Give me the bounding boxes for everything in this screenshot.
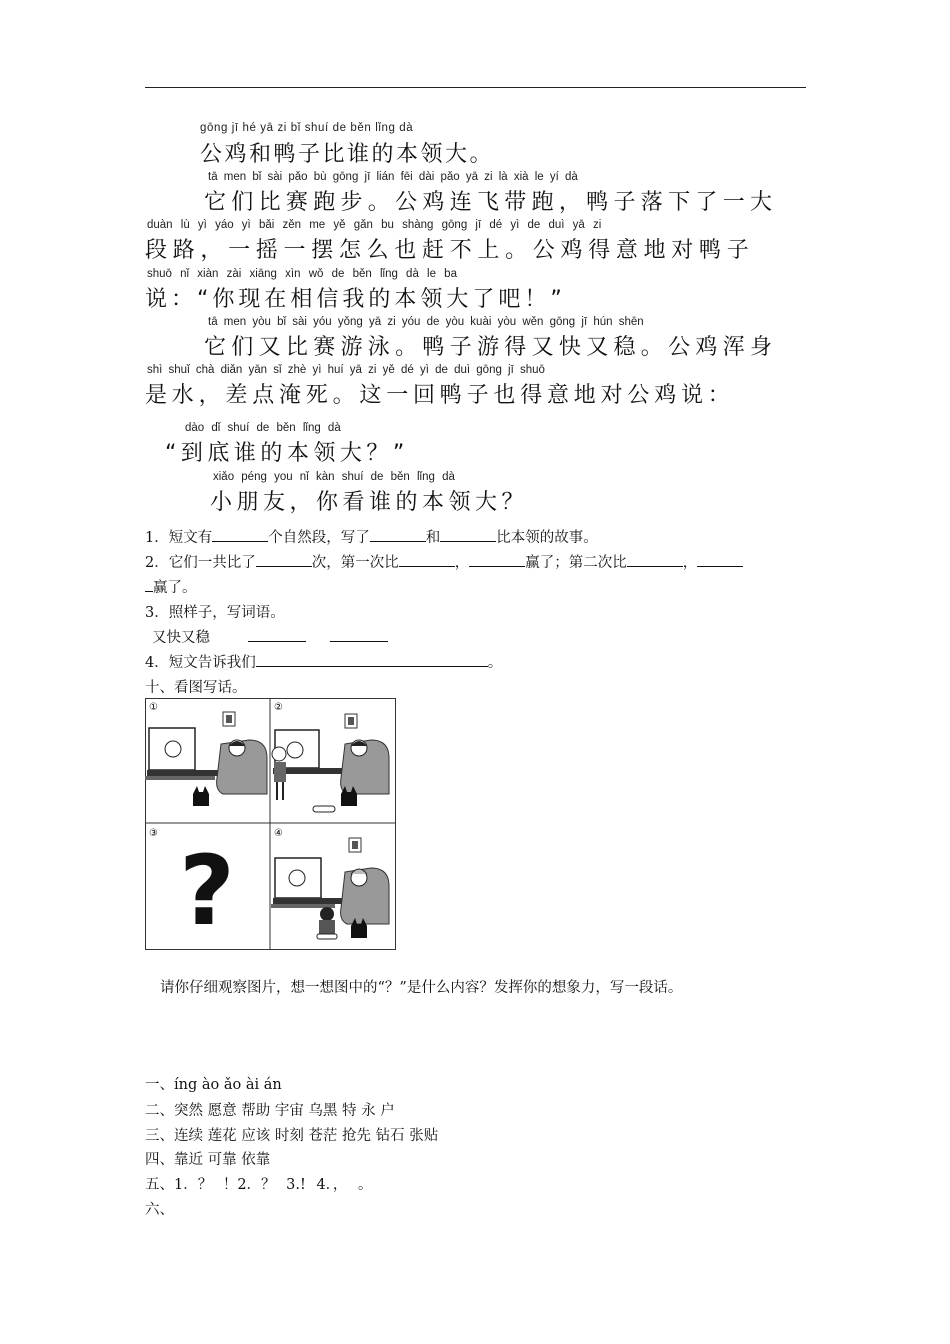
answer-line: 二、突然 愿意 帮助 宇宙 乌黑 特 永 户 xyxy=(145,1103,395,1119)
question-2: 2．它们一共比了 次，第一次比 ， 赢了；第二次比 ， xyxy=(145,551,743,572)
header-rule xyxy=(145,87,806,88)
pinyin-line: shì shuǐ chà diǎn yān sǐ zhè yì huí yā zi yě dé yì de duì gōng jī shuō xyxy=(147,364,545,376)
answer-blank[interactable] xyxy=(399,552,455,567)
picture-writing-prompt: 请你仔细观察图片，想一想图中的“？”是什么内容？发挥你的想象力，写一段话。 xyxy=(160,980,683,996)
section-10-title: 十、看图写话。 xyxy=(145,680,247,696)
story-line: 说：“你现在相信我的本领大了吧！” xyxy=(145,287,566,312)
answer-blank[interactable] xyxy=(256,552,312,567)
answer-blank[interactable] xyxy=(370,527,426,542)
answer-blank[interactable] xyxy=(248,627,306,642)
panel-number: ③ xyxy=(149,828,158,839)
panel-number: ④ xyxy=(274,828,283,839)
answer-line: 五、1．？ ！2．？ 3.! 4．， 。 xyxy=(145,1177,373,1193)
answer-blank[interactable] xyxy=(145,577,153,592)
story-line: “到底谁的本领大？” xyxy=(165,441,409,466)
pinyin-line: tā men bǐ sài pǎo bù gōng jī lián fēi dài pǎo yā zi là xià le yí dà xyxy=(208,171,578,183)
answer-line: 六、 xyxy=(145,1202,174,1218)
story-line: 小朋友，你看谁的本领大？ xyxy=(210,490,529,515)
question-1: 1．短文有 个自然段，写了 和 比本领的故事。 xyxy=(145,526,598,547)
answer-line: 一、íng ào ǎo ài án xyxy=(145,1077,282,1093)
story-line: 段路，一摇一摆怎么也赶不上。公鸡得意地对鸭子 xyxy=(145,238,755,263)
pinyin-line: xiǎo péng you nǐ kàn shuí de běn lǐng dà xyxy=(213,471,455,483)
question-3-example: 又快又稳 xyxy=(152,626,388,647)
story-line: 是水，差点淹死。这一回鸭子也得意地对公鸡说： xyxy=(145,383,735,408)
answer-blank[interactable] xyxy=(697,552,743,567)
pinyin-line: duàn lù yì yáo yì bǎi zěn me yě gǎn bu shàng gōng jī dé yì de duì yā zi xyxy=(147,219,602,231)
answer-blank[interactable] xyxy=(440,527,496,542)
pinyin-line: gōng jī hé yā zi bǐ shuí de běn lǐng dà xyxy=(200,122,414,134)
answer-blank[interactable] xyxy=(469,552,525,567)
story-line: 它们比赛跑步。公鸡连飞带跑，鸭子落下了一大 xyxy=(204,190,778,215)
question-2-cont: 赢了。 xyxy=(145,576,197,597)
answer-blank[interactable] xyxy=(256,652,488,667)
answer-line: 四、靠近 可靠 依靠 xyxy=(145,1152,271,1168)
pinyin-line: dào dǐ shuí de běn lǐng dà xyxy=(185,422,341,434)
answer-blank[interactable] xyxy=(627,552,683,567)
comic-strip xyxy=(145,698,396,950)
story-line: 它们又比赛游泳。鸭子游得又快又稳。公鸡浑身 xyxy=(204,335,778,360)
answer-blank[interactable] xyxy=(212,527,268,542)
question-3: 3．照样子，写词语。 xyxy=(145,605,285,621)
pinyin-line: shuō nǐ xiàn zài xiāng xìn wǒ de běn lǐng dà le ba xyxy=(147,268,457,280)
panel-number: ① xyxy=(149,702,158,713)
answer-line: 三、连续 莲花 应该 时刻 苍茫 抢先 钻石 张贴 xyxy=(145,1128,439,1144)
pinyin-line: tā men yòu bǐ sài yóu yǒng yā zi yóu de yòu kuài yòu wěn gōng jī hún shēn xyxy=(208,316,644,328)
question-mark: ? xyxy=(179,835,235,947)
question-4: 4．短文告诉我们 。 xyxy=(145,651,502,672)
panel-number: ② xyxy=(274,702,283,713)
answer-blank[interactable] xyxy=(330,627,388,642)
story-line: 公鸡和鸭子比谁的本领大。 xyxy=(200,142,495,167)
